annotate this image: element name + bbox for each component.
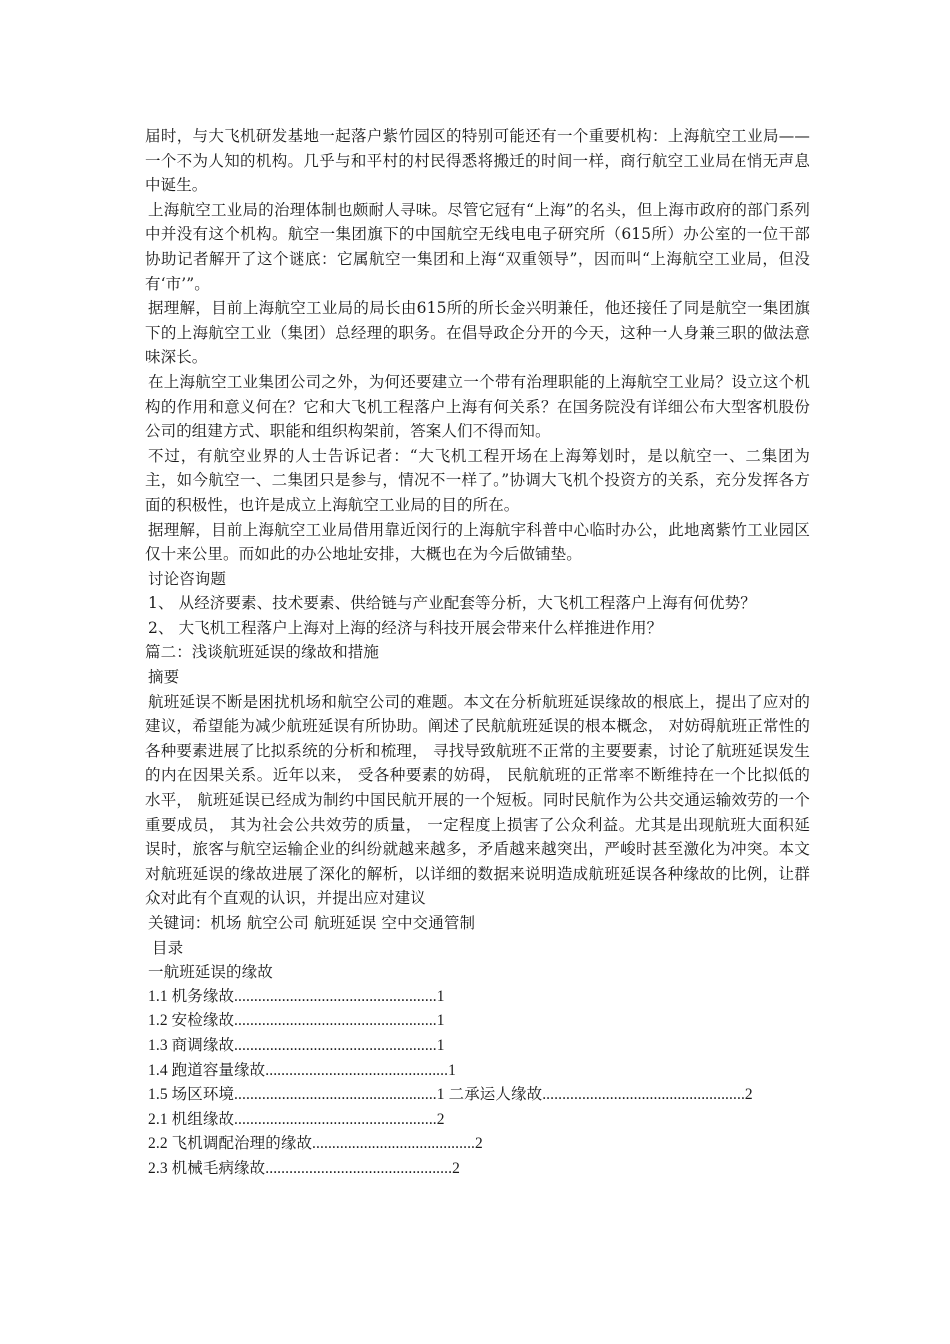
- paragraph: 上海航空工业局的治理体制也颇耐人寻味。尽管它冠有“上海”的名头，但上海市政府的部门系列中并没有这个机构。航空一集团旗下的中国航空无线电电子研究所（615所）办公室的一位干部协助记者解开了这个谜底：它属航空一集团和上海“双重领导”，因而叫“上海航空工业局，但没有‘市’”。: [145, 200, 810, 293]
- toc-heading: 目录: [152, 938, 184, 957]
- toc-section-heading: 一航班延误的缘故: [148, 963, 273, 982]
- paragraph: 据理解，目前上海航空工业局的局长由615所的所长金兴明兼任，他还接任了同是航空一集团旗下的上海航空工业（集团）总经理的职务。在倡导政企分开的今天，这种一人身兼三职的做法意味深长。: [145, 299, 810, 367]
- toc-entry: 2.2 飞机调配治理的缘故.........................................2: [148, 1135, 483, 1153]
- paragraph: 不过，有航空业界的人士告诉记者：“大飞机工程开场在上海筹划时，是以航空一、二集团为主，如今航空一、二集团只是参与，情况不一样了。”协调大飞机个投资方的关系，充分发挥各方面的积极性，也许是成立上海航空工业局的目的所在。: [145, 446, 810, 514]
- discussion-question-1: 1、 从经济要素、技术要素、供给链与产业配套等分析，大飞机工程落户上海有何优势？: [148, 594, 756, 613]
- toc-entry: 2.3 机械毛病缘故...............................................2: [148, 1159, 460, 1177]
- toc-entry: 2.1 机组缘故...................................................2: [148, 1110, 445, 1128]
- abstract-heading: 摘要: [148, 668, 180, 687]
- abstract-text: 航班延误不断是困扰机场和航空公司的难题。本文在分析航班延误缘故的根底上，提出了应对的建议，希望能为减少航班延误有所协助。阐述了民航航班延误的根本概念， 对妨碍航班正常性的各种要素进展了比拟系统的分析和梳理， 寻找导致航班不正常的主要要素，讨论了航班延误发生的内在因果关系。近年以来， 受各种要素的妨碍， 民航航班的正常率不断维持在一个比拟低的水平， 航班延误已经成为制约中国民航开展的一个短板。同时民航作为公共交通运输效劳的一个重要成员， 其为社会公共效劳的质量， 一定程度上损害了公众利益。尤其是出现航班大面积延误时，旅客与航空运输企业的纠纷就越来越多，矛盾越来越突出，严峻时甚至激化为冲突。本文对航班延误的缘故进展了深化的解析，以详细的数据来说明造成航班延误各种缘故的比例，让群众对此有个直观的认识，并提出应对建议: [145, 692, 810, 908]
- toc-entry: 1.1 机务缘故...................................................1: [148, 987, 445, 1005]
- toc-entry: 1.2 安检缘故...................................................1: [148, 1012, 445, 1030]
- toc-entry: 1.3 商调缘故...................................................1: [148, 1036, 445, 1054]
- toc-entry: 1.5 场区环境...................................................1 二承运人缘故...................................................2: [148, 1086, 753, 1104]
- article-title: 篇二：浅谈航班延误的缘故和措施: [145, 643, 380, 662]
- keywords: 关键词：机场 航空公司 航班延误 空中交通管制: [148, 914, 476, 932]
- document-page: [145, 124, 810, 1182]
- discussion-question-2: 2、 大飞机工程落户上海对上海的经济与科技开展会带来什么样推进作用？: [148, 618, 663, 637]
- discussion-heading: 讨论咨询题: [148, 569, 227, 588]
- toc-entry: 1.4 跑道容量缘故..............................................1: [148, 1061, 456, 1079]
- paragraph: 在上海航空工业集团公司之外，为何还要建立一个带有治理职能的上海航空工业局？设立这个机构的作用和意义何在？它和大飞机工程落户上海有何关系？在国务院没有详细公布大型客机股份公司的组建方式、职能和组织构架前，答案人们不得而知。: [145, 372, 810, 441]
- paragraph: 届时，与大飞机研发基地一起落户紫竹园区的特别可能还有一个重要机构：上海航空工业局——一个不为人知的机构。几乎与和平村的村民得悉将搬迁的时间一样，商行航空工业局在悄无声息中诞生。: [145, 127, 810, 195]
- paragraph: 据理解，目前上海航空工业局借用靠近闵行的上海航宇科普中心临时办公，此地离紫竹工业园区仅十来公里。而如此的办公地址安排，大概也在为今后做铺垫。: [145, 520, 810, 564]
